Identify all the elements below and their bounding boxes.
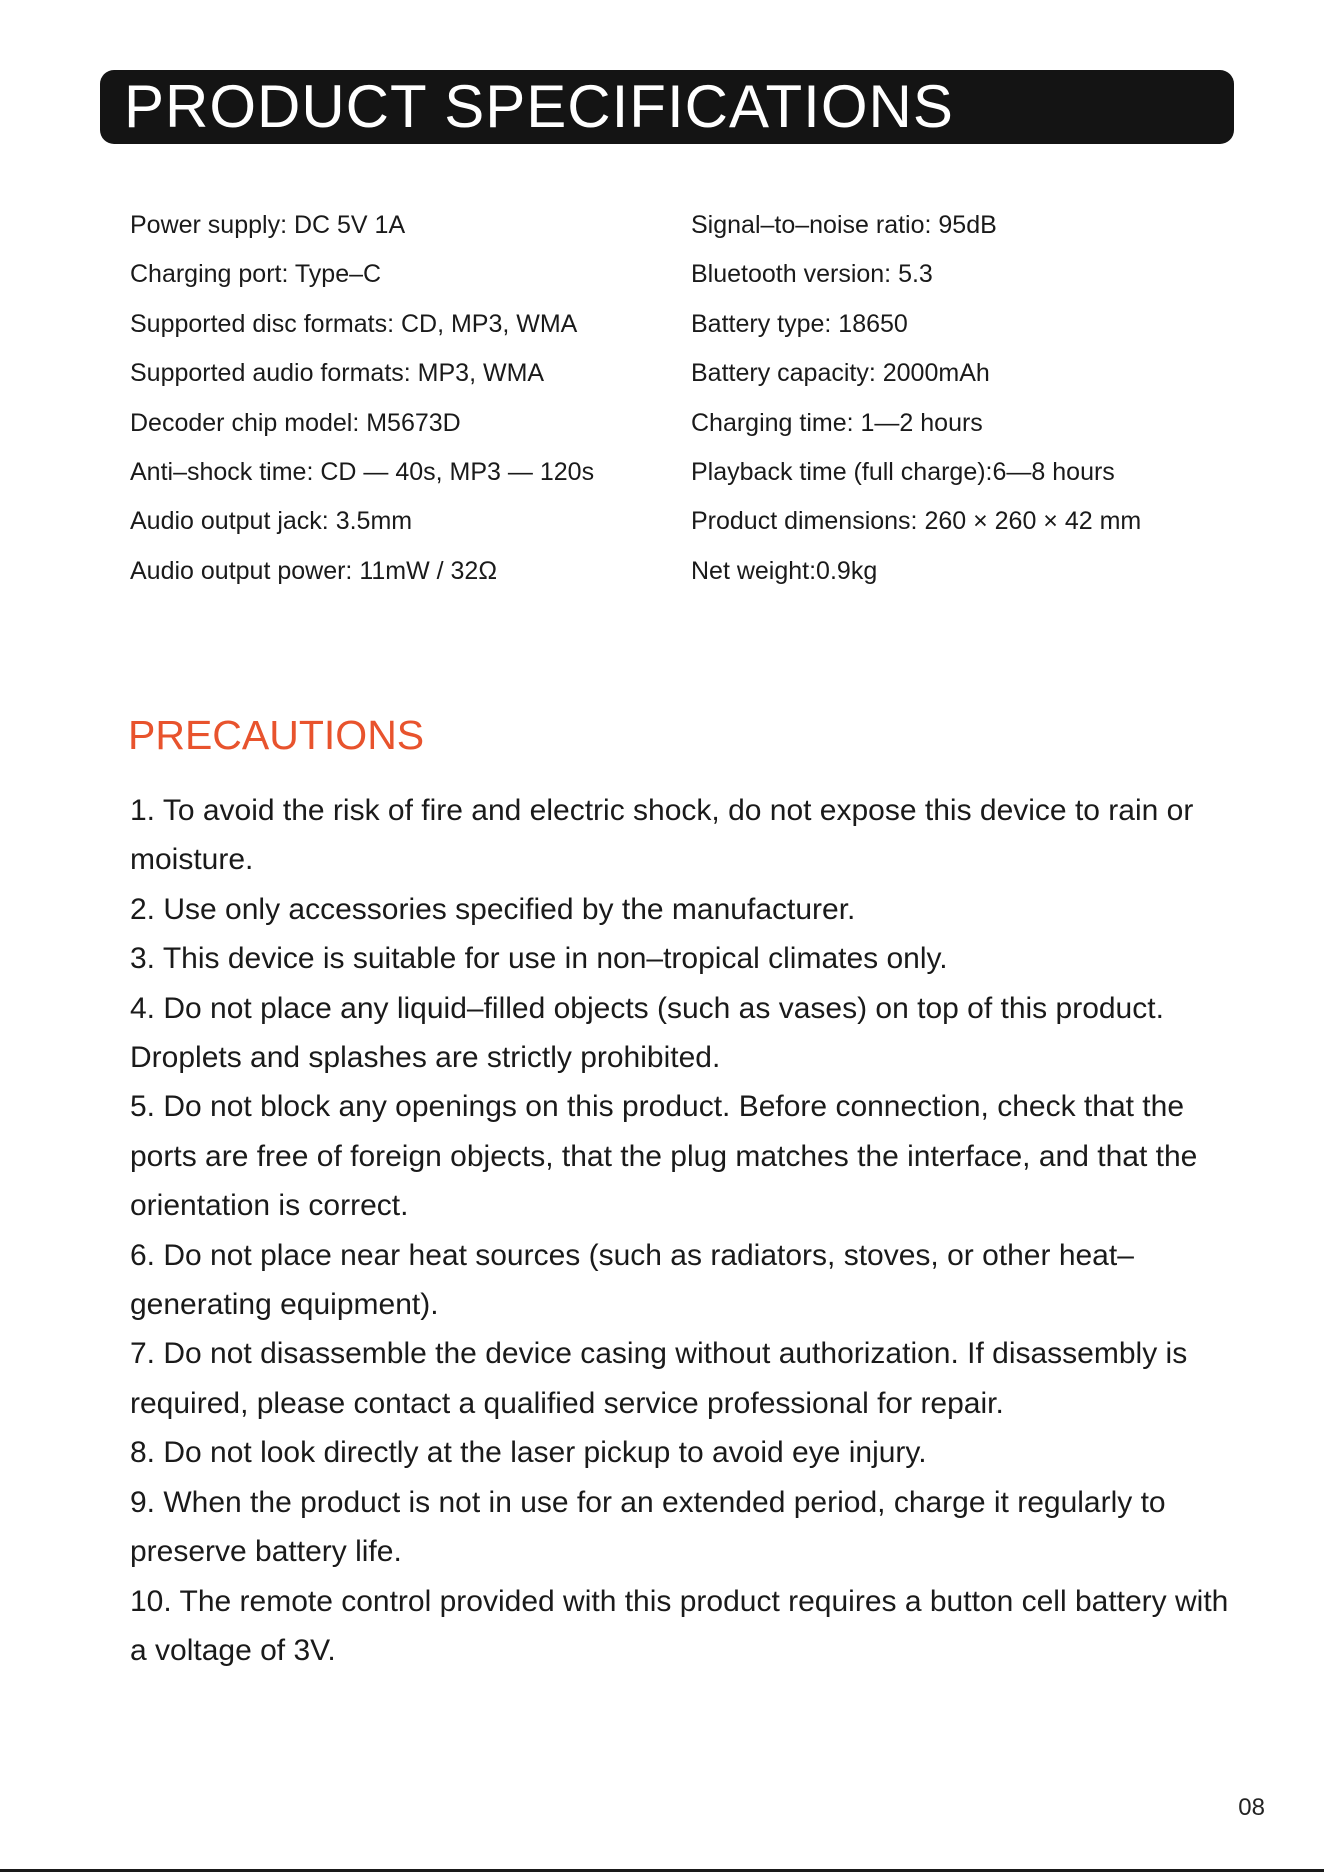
spec-item: Audio output power: 11mW / 32Ω xyxy=(130,556,498,585)
spec-item: Battery type: 18650 xyxy=(691,309,908,338)
spec-item: Power supply: DC 5V 1A xyxy=(130,211,406,239)
spec-item: Battery capacity: 2000mAh xyxy=(691,359,990,388)
precautions-list xyxy=(130,786,1240,1675)
spec-item: Decoder chip model: M5673D xyxy=(130,408,461,437)
spec-item: Audio output jack: 3.5mm xyxy=(130,507,413,536)
spec-item: Bluetooth version: 5.3 xyxy=(691,260,933,289)
section-title-bar xyxy=(100,70,1234,144)
precaution-item: 9. When the product is not in use for an extended period, charge it regularly to preserve battery life. xyxy=(130,1485,1166,1569)
precaution-item: 3. This device is suitable for use in non–tropical climates only. xyxy=(130,942,948,976)
precaution-item: 1. To avoid the risk of fire and electric shock, do not expose this device to rain or moisture. xyxy=(130,794,1194,877)
spec-item: Playback time (full charge):6—8 hours xyxy=(691,457,1115,486)
precaution-item: 4. Do not place any liquid–filled objects (such as vases) on top of this product. Droplets and splashes are strictly prohibited. xyxy=(130,991,1164,1075)
spec-item: Net weight:0.9kg xyxy=(691,556,878,585)
spec-list-left xyxy=(130,201,690,596)
spec-item: Charging time: 1—2 hours xyxy=(691,408,983,437)
spec-item: Signal–to–noise ratio: 95dB xyxy=(691,211,997,239)
precaution-item: 7. Do not disassemble the device casing without authorization. If disassembly is required, please contact a qualified service professional for repair. xyxy=(130,1337,1188,1420)
page-title: PRODUCT SPECIFICATIONS xyxy=(124,73,954,140)
spec-item: Anti–shock time: CD — 40s, MP3 — 120s xyxy=(130,457,595,486)
precaution-item: 2. Use only accessories specified by the manufacturer. xyxy=(130,892,856,926)
spec-item: Supported audio formats: MP3, WMA xyxy=(130,359,545,388)
spec-list-right xyxy=(691,201,1251,596)
precautions-heading: PRECAUTIONS xyxy=(128,712,425,758)
page-number: 08 xyxy=(1238,1794,1265,1821)
spec-item: Charging port: Type–C xyxy=(130,260,382,289)
spec-item: Product dimensions: 260 × 260 × 42 mm xyxy=(691,507,1142,536)
precaution-item: 5. Do not block any openings on this product. Before connection, check that the ports are free of foreign objects, that the plug matches the interface, and that the orientation is correct. xyxy=(130,1090,1198,1223)
spec-item: Supported disc formats: CD, MP3, WMA xyxy=(130,309,578,338)
precaution-item: 6. Do not place near heat sources (such as radiators, stoves, or other heat–generating equipment). xyxy=(130,1238,1134,1322)
precaution-item: 8. Do not look directly at the laser pickup to avoid eye injury. xyxy=(130,1436,927,1470)
precaution-item: 10. The remote control provided with this product requires a button cell battery with a voltage of 3V. xyxy=(130,1584,1229,1667)
